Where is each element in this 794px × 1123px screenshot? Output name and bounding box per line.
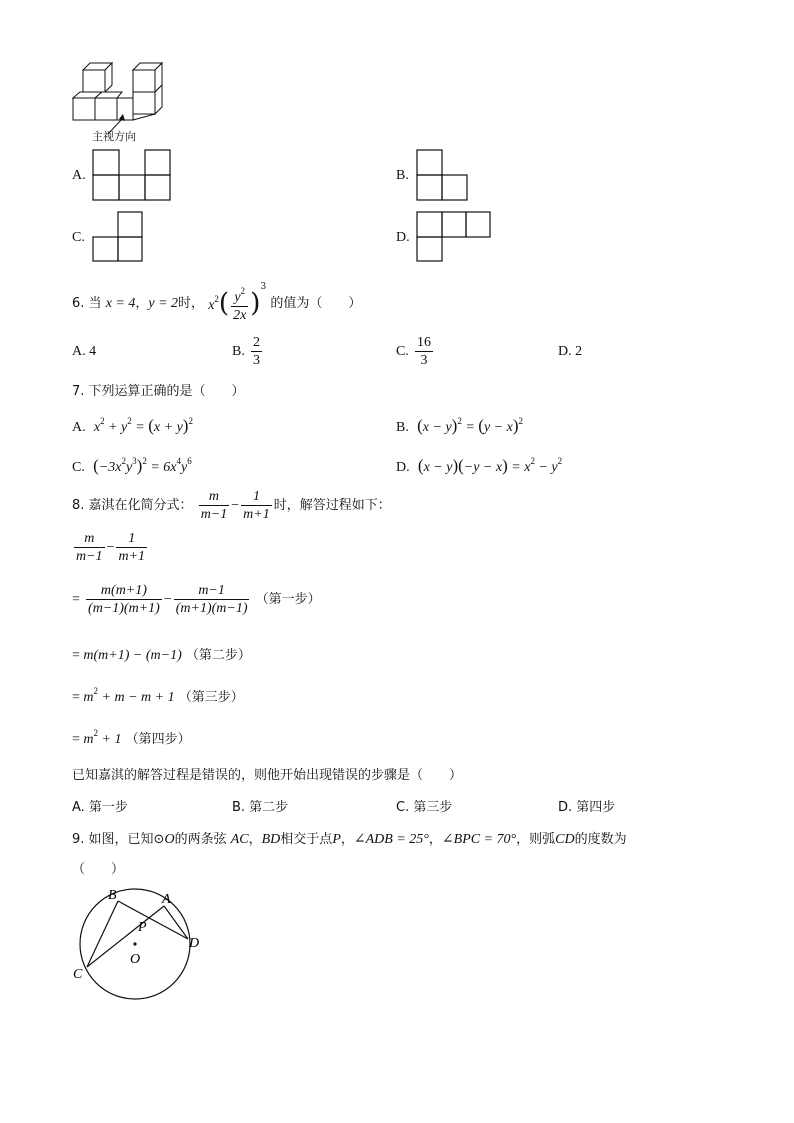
q8-option-d: D. 第四步 xyxy=(558,800,616,815)
q8-step2: = m(m+1) − (m−1) （第二步） xyxy=(72,648,251,663)
q8-ask: 已知嘉淇的解答过程是错误的，则他开始出现错误的步骤是（ ） xyxy=(72,768,463,783)
q5-option-b-figure xyxy=(416,149,470,201)
q8-step3: = $m^2 + m - m + 1$ （第三步） xyxy=(72,686,244,705)
q7-option-d: D. $(x - y)(-y - x) = x^2 - y^2$ xyxy=(396,456,563,475)
view-direction-caption: 主视方向 xyxy=(92,130,136,143)
q5-option-c-label: C. xyxy=(72,230,85,245)
q7-stem: 7. 下列运算正确的是（ ） xyxy=(72,384,245,399)
q7-option-c: C. $(-3x^2y^3)^2 = 6x^4y^6$ xyxy=(72,456,192,475)
q8-option-a: A. 第一步 xyxy=(72,800,128,815)
cube-stack-figure xyxy=(68,58,178,130)
q6-stem: 6. 当 x = 4，y = 2时， $x^2$( $\frac{y^2}{2x}$ )$^3$ 的值为（ ） xyxy=(72,282,362,323)
q7-option-b: B. $(x - y)^2 = (y - x)^2$ xyxy=(396,416,523,435)
label-a: A xyxy=(162,892,171,907)
q5-option-a-label: A. xyxy=(72,168,86,183)
q8-step1: = $\frac{m(m+1)}{(m-1)(m+1)}$ − $\frac{m-1}{(m+1)(m-1)}$ （第一步） xyxy=(72,583,321,616)
circle-chord-figure xyxy=(68,884,218,1014)
q8-option-b: B. 第二步 xyxy=(232,800,289,815)
label-c: C xyxy=(73,967,83,982)
label-b: B xyxy=(108,888,117,903)
q8-stem: 8. 嘉淇在化简分式： $\frac{m}{m-1}$ − $\frac{1}{m+1}$ 时，解答过程如下： xyxy=(72,489,391,522)
q8-expression: $\frac{m}{m-1}$ − $\frac{1}{m+1}$ xyxy=(76,531,146,564)
q5-option-d-label: D. xyxy=(396,230,410,245)
q5-option-d-figure xyxy=(416,211,496,263)
q6-option-d: D. 2 xyxy=(558,344,583,359)
q5-option-c-figure xyxy=(92,211,146,263)
q5-option-b-label: B. xyxy=(396,168,409,183)
q6-option-a: A. 4 xyxy=(72,344,97,359)
label-o: O xyxy=(130,952,141,967)
q8-option-c: C. 第三步 xyxy=(396,800,453,815)
q9-blank: （ ） xyxy=(72,862,125,877)
label-d: D xyxy=(189,936,200,951)
q8-step4: = $m^2 + 1$ （第四步） xyxy=(72,728,191,747)
q5-option-a-figure xyxy=(92,149,172,201)
label-p: P xyxy=(138,920,147,935)
q7-option-a: A. $x^2 + y^2 = (x + y)^2$ xyxy=(72,416,193,435)
q6-option-c: C. $\frac{16}{3}$ xyxy=(396,335,431,368)
q6-option-b: B. $\frac{2}{3}$ xyxy=(232,335,260,368)
q9-stem: 9. 如图，已知⊙O的两条弦 AC，BD相交于点P，∠ADB = 25°，∠BPC = 70°，则弧CD的度数为 xyxy=(72,832,627,847)
